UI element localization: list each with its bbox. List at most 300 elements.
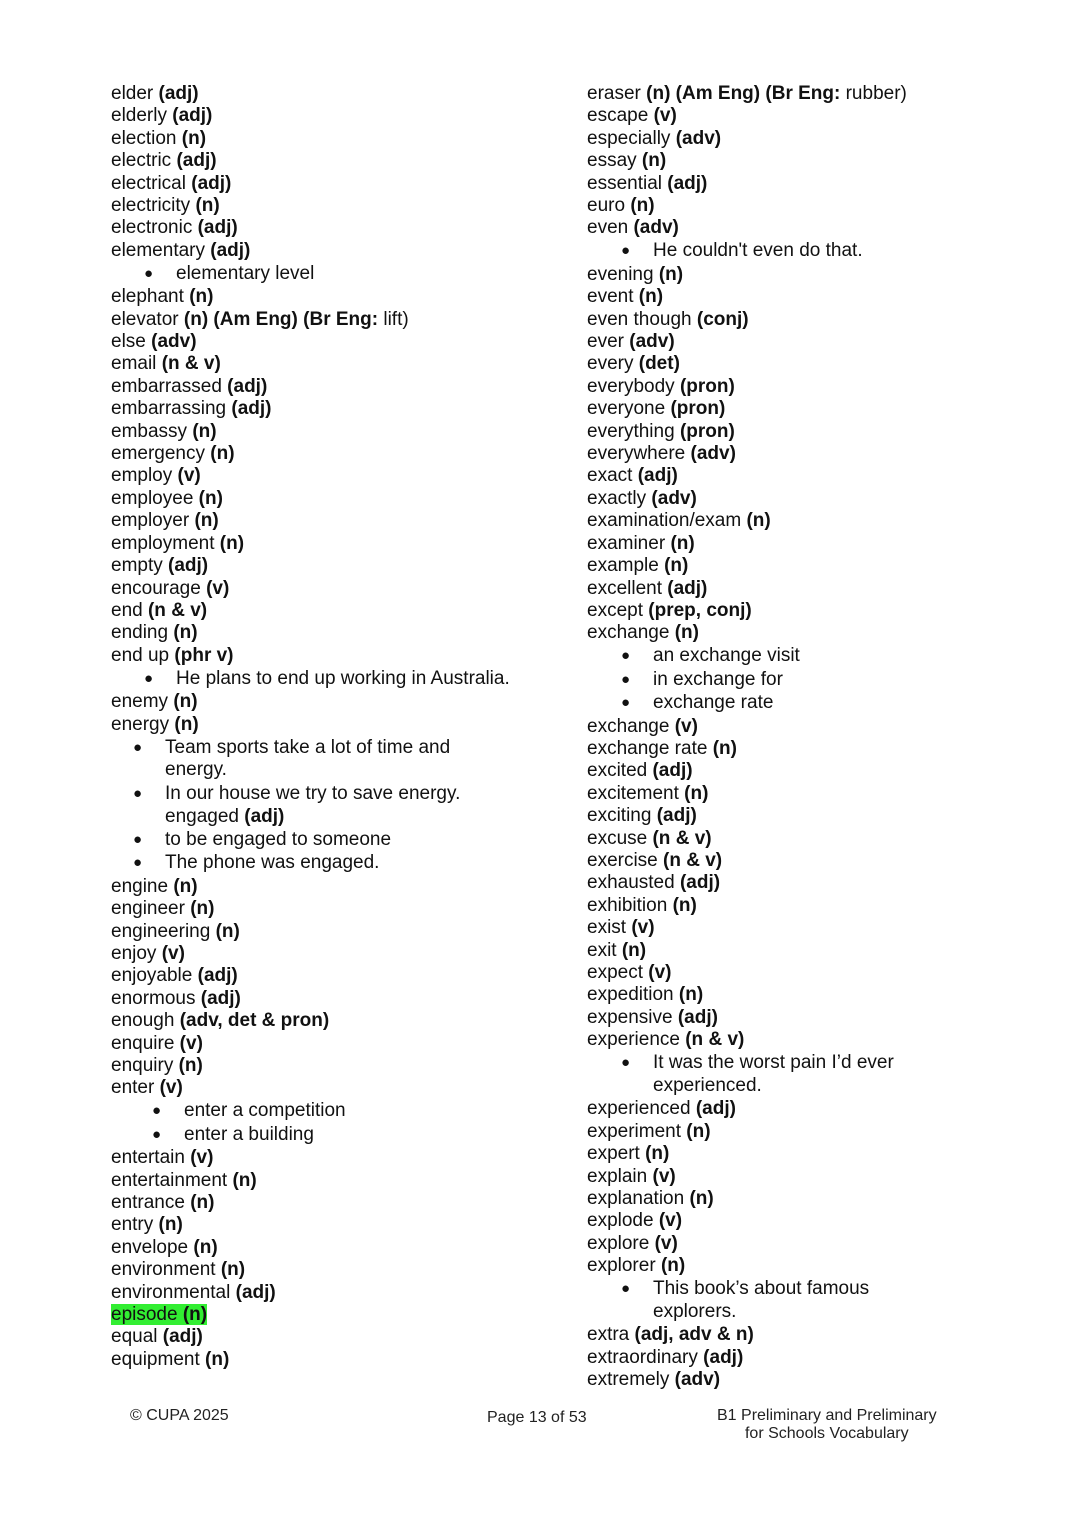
entry-part-of-speech: (n) (174, 713, 199, 735)
term (587, 1098, 736, 1119)
example-bullet (111, 668, 561, 691)
entry-part-of-speech: (n) (684, 782, 709, 804)
term (111, 510, 219, 531)
bullet-dot-icon: ● (621, 647, 631, 665)
entry-part-of-speech: (n) (660, 1255, 686, 1277)
vocab-entry (111, 1349, 561, 1371)
entry-word: electricity (111, 195, 191, 217)
term (111, 898, 215, 919)
entry-word: extra (587, 1324, 630, 1346)
vocab-entry (587, 1166, 1007, 1188)
entry-part-of-speech: (n & v) (663, 849, 723, 871)
vocab-entry (111, 488, 561, 510)
vocab-entry (111, 421, 561, 443)
example-bullet (111, 829, 561, 852)
vocab-entry (111, 600, 561, 622)
entry-part-of-speech: (adj) (667, 172, 708, 194)
entry-word: engineer (111, 898, 185, 920)
entry-part-of-speech: (n) (Am Eng) (Br Eng: (646, 83, 841, 104)
term (111, 240, 250, 261)
vocab-entry (587, 286, 1007, 308)
left-column (111, 83, 561, 1371)
entry-part-of-speech: (adj) (637, 465, 678, 487)
term (587, 331, 675, 352)
entry-part-of-speech: (adj) (656, 805, 697, 827)
example-text: enter a competition (184, 1100, 346, 1122)
bullet-dot-icon: ● (133, 738, 143, 756)
entry-word: extremely (587, 1369, 670, 1391)
entry-word: exact (587, 465, 633, 487)
entry-word: exit (587, 939, 617, 961)
entry-part-of-speech: (adj) (197, 965, 238, 987)
entry-word: employment (111, 532, 215, 554)
entry-word: explode (587, 1210, 654, 1232)
entry-word: election (111, 127, 177, 149)
term (111, 691, 198, 712)
entry-part-of-speech: (phr v) (174, 644, 234, 666)
term (587, 783, 708, 804)
vocab-entry (587, 760, 1007, 782)
vocab-entry (111, 1170, 561, 1192)
term (111, 105, 212, 126)
example-text: He couldn't even do that. (653, 240, 863, 262)
entry-part-of-speech: (v) (653, 105, 677, 127)
term (111, 921, 240, 942)
entry-part-of-speech: (n) (194, 510, 219, 532)
entry-word: embarrassing (111, 398, 227, 420)
term (111, 1170, 257, 1191)
highlighted-term (111, 1304, 207, 1325)
vocab-entry (111, 1147, 561, 1169)
vocab-entry (587, 578, 1007, 600)
vocab-entry (111, 1214, 561, 1236)
bullet-dot-icon: ● (621, 242, 631, 260)
entry-word: encourage (111, 577, 201, 599)
vocab-entry (111, 1259, 561, 1281)
entry-word: exchange rate (587, 737, 708, 759)
entry-word: enjoyable (111, 965, 193, 987)
entry-word: equipment (111, 1348, 200, 1370)
term (111, 622, 198, 643)
term (111, 398, 272, 419)
entry-word: exhausted (587, 872, 675, 894)
entry-part-of-speech: (n) (638, 286, 664, 308)
vocab-entry (111, 555, 561, 577)
entry-part-of-speech: (n) (645, 1143, 670, 1165)
entry-word: elder (111, 83, 154, 104)
bullet-dot-icon: ● (152, 1102, 162, 1120)
vocab-entry (587, 510, 1007, 532)
footer-title-line-1: B1 Preliminary and Preliminary (717, 1407, 937, 1424)
entry-word: entry (111, 1214, 154, 1236)
entry-word: equal (111, 1326, 158, 1348)
vocab-entry (587, 376, 1007, 398)
entry-part-of-speech: (adj) (667, 577, 708, 599)
entry-word: email (111, 353, 157, 375)
example-bullet (587, 1278, 1007, 1324)
bullet-dot-icon: ● (621, 1054, 631, 1072)
term (111, 1192, 215, 1213)
entry-word: entertain (111, 1147, 185, 1169)
vocab-entry (587, 353, 1007, 375)
vocab-entry (111, 1304, 561, 1326)
term (587, 940, 646, 961)
vocab-entry (587, 555, 1007, 577)
vocab-entry (111, 1055, 561, 1077)
entry-word: end (111, 599, 143, 621)
entry-word: electrical (111, 172, 186, 194)
entry-word: except (587, 599, 643, 621)
entry-word: electric (111, 150, 172, 172)
entry-word: exist (587, 917, 627, 939)
term (111, 217, 238, 238)
term (111, 645, 234, 666)
vocab-entry (587, 962, 1007, 984)
vocab-entry (111, 1282, 561, 1304)
term (111, 1282, 276, 1303)
entry-part-of-speech: (v) (179, 1032, 203, 1054)
term (587, 1324, 754, 1345)
vocab-entry (587, 443, 1007, 465)
term (111, 578, 229, 599)
term (587, 555, 688, 576)
vocab-entry (587, 264, 1007, 286)
entry-word: ever (587, 331, 624, 353)
term (111, 533, 244, 554)
entry-word: engaged (165, 805, 239, 827)
vocab-entry (111, 510, 561, 532)
entry-part-of-speech: (adj) (244, 805, 285, 827)
vocab-entry (111, 533, 561, 555)
vocab-entry (587, 1255, 1007, 1277)
term (587, 465, 678, 486)
example-bullet (111, 263, 561, 286)
entry-word: even (587, 217, 629, 239)
entry-part-of-speech: (n) (630, 195, 655, 217)
term (111, 1237, 218, 1258)
entry-part-of-speech: (v) (161, 942, 185, 964)
vocab-entry (587, 1029, 1007, 1051)
footer-copyright: © CUPA 2025 (130, 1407, 229, 1424)
entry-part-of-speech: (n) (215, 920, 240, 942)
entry-word: entertainment (111, 1169, 228, 1191)
entry-word: essential (587, 172, 662, 194)
entry-word: enquire (111, 1032, 175, 1054)
vocab-entry (587, 828, 1007, 850)
vocab-entry (111, 240, 561, 262)
entry-word: elevator (111, 308, 179, 330)
term (587, 376, 735, 397)
entry-word: end up (111, 644, 170, 666)
entry-part-of-speech: (adj) (168, 555, 209, 577)
bullet-dot-icon: ● (133, 854, 143, 872)
entry-part-of-speech: (v) (674, 715, 698, 737)
entry-word: exercise (587, 849, 658, 871)
entry-part-of-speech: (adj) (200, 987, 241, 1009)
entry-word: employ (111, 465, 173, 487)
term (111, 1077, 183, 1098)
vocab-entry (587, 1007, 1007, 1029)
example-text: an exchange visit (653, 645, 800, 667)
vocab-entry (587, 533, 1007, 555)
term (111, 1259, 245, 1280)
entry-word: expedition (587, 984, 674, 1006)
vocab-entry (587, 600, 1007, 622)
vocab-entry (587, 1369, 1007, 1391)
vocab-entry (587, 1143, 1007, 1165)
entry-word: example (587, 555, 659, 577)
entry-part-of-speech: (n) (219, 532, 245, 554)
entry-word: experience (587, 1029, 680, 1051)
entry-part-of-speech: (adj) (227, 375, 268, 397)
vocab-entry (111, 1237, 561, 1259)
vocab-entry (587, 738, 1007, 760)
vocab-entry (111, 353, 561, 375)
term (111, 1010, 329, 1031)
term (587, 578, 707, 599)
entry-word: explain (587, 1165, 648, 1187)
term (587, 443, 736, 464)
entry-part-of-speech: (n) (190, 1191, 215, 1213)
entry-word: else (111, 331, 146, 353)
vocab-entry (587, 895, 1007, 917)
entry-part-of-speech: (n) (670, 532, 695, 554)
footer-page-number: Page 13 of 53 (487, 1409, 587, 1426)
entry-part-of-speech: (adj) (197, 217, 238, 239)
vocab-entry (587, 331, 1007, 353)
term (587, 1029, 744, 1050)
entry-part-of-speech: (n) (210, 443, 235, 465)
entry-part-of-speech: (n) (178, 1054, 203, 1076)
entry-word: experiment (587, 1120, 681, 1142)
entry-part-of-speech: (prep, conj) (648, 599, 752, 621)
term (111, 965, 238, 986)
entry-word: exhibition (587, 894, 668, 916)
entry-part-of-speech: (v) (190, 1147, 214, 1169)
entry-word: exciting (587, 805, 652, 827)
term (111, 1326, 203, 1347)
entry-part-of-speech: (v) (654, 1232, 678, 1254)
entry-part-of-speech: (adj) (695, 1098, 736, 1120)
entry-word: elephant (111, 286, 184, 308)
vocab-entry (111, 898, 561, 920)
term (587, 1255, 685, 1276)
term (111, 555, 208, 576)
vocab-entry (587, 1121, 1007, 1143)
entry-part-of-speech: (n) (658, 263, 684, 285)
term (587, 1347, 743, 1368)
example-bullet (111, 1124, 561, 1147)
vocab-entry (587, 465, 1007, 487)
example-text: The phone was engaged. (165, 852, 380, 874)
entry-word: enter (111, 1077, 155, 1099)
entry-word: exchange (587, 622, 670, 644)
term (587, 217, 679, 238)
term (587, 83, 907, 104)
vocab-entry (587, 421, 1007, 443)
example-text: It was the worst pain I’d ever experienced. (653, 1052, 894, 1096)
term (111, 286, 213, 307)
entry-part-of-speech: (n) (190, 898, 215, 920)
example-bullet (111, 783, 561, 829)
term (111, 876, 198, 897)
term (111, 465, 201, 486)
entry-part-of-speech: (n) (158, 1214, 183, 1236)
term (587, 510, 771, 531)
vocab-entry (587, 195, 1007, 217)
bullet-dot-icon: ● (621, 1280, 631, 1298)
entry-part-of-speech: (n) (182, 1303, 208, 1325)
vocab-entry (111, 309, 561, 331)
example-text: in exchange for (653, 668, 783, 690)
entry-word: even though (587, 308, 692, 330)
vocab-entry (111, 578, 561, 600)
term (111, 1147, 213, 1168)
entry-part-of-speech: (adv) (675, 127, 722, 149)
entry-word: enjoy (111, 942, 157, 964)
entry-part-of-speech: (n) (173, 691, 198, 713)
vocab-entry (587, 1324, 1007, 1346)
footer-title-line-2: for Schools Vocabulary (744, 1425, 909, 1442)
entry-part-of-speech: (n) (205, 1348, 230, 1370)
entry-part-of-speech: (pron) (670, 398, 726, 420)
term (111, 988, 241, 1009)
vocab-entry (587, 1098, 1007, 1120)
entry-part-of-speech: (n) (Am Eng) (Br Eng: (183, 308, 379, 330)
vocab-entry (111, 465, 561, 487)
vocab-entry (587, 783, 1007, 805)
entry-word: engine (111, 875, 169, 897)
term (111, 173, 231, 194)
vocab-entry (587, 1188, 1007, 1210)
term (587, 850, 722, 871)
entry-part-of-speech: (n) (672, 894, 697, 916)
entry-part-of-speech: (v) (658, 1210, 683, 1232)
term (587, 1121, 711, 1142)
entry-part-of-speech: (v) (159, 1077, 183, 1099)
entry-part-of-speech: (adv, det & pron) (179, 1010, 330, 1032)
entry-part-of-speech: (n) (192, 420, 217, 442)
entry-part-of-speech: (n) (232, 1169, 257, 1191)
entry-part-of-speech: (det) (638, 353, 680, 375)
vocab-entry (587, 716, 1007, 738)
right-column (587, 83, 1007, 1392)
term (111, 195, 220, 216)
entry-word: emergency (111, 443, 205, 465)
vocab-entry (587, 805, 1007, 827)
entry-part-of-speech: (n) (173, 622, 198, 644)
footer-document-title (717, 1407, 937, 1443)
term (587, 600, 752, 621)
vocab-entry (587, 105, 1007, 127)
vocab-entry (111, 331, 561, 353)
term (587, 828, 712, 849)
entry-part-of-speech: (adj) (679, 872, 721, 894)
entry-part-of-speech: (n) (193, 1236, 218, 1258)
term (587, 398, 725, 419)
vocab-entry (111, 398, 561, 420)
term (587, 962, 672, 983)
term (587, 488, 697, 509)
entry-part-of-speech: (n) (173, 875, 198, 897)
entry-part-of-speech: (adj) (176, 150, 217, 172)
vocab-entry (587, 398, 1007, 420)
entry-word: ending (111, 622, 169, 644)
vocab-entry (587, 850, 1007, 872)
vocab-entry (111, 195, 561, 217)
entry-part-of-speech: (adj) (158, 83, 199, 104)
entry-part-of-speech: (v) (631, 917, 655, 939)
entry-part-of-speech: (adj) (191, 172, 232, 194)
entry-part-of-speech: (adj) (677, 1006, 718, 1028)
entry-word: everyone (587, 398, 666, 420)
entry-part-of-speech: (adj) (162, 1326, 203, 1348)
term (111, 488, 223, 509)
term (111, 1214, 183, 1235)
entry-word: every (587, 353, 634, 375)
vocab-entry (111, 105, 561, 127)
entry-part-of-speech: (adj) (210, 239, 251, 261)
entry-word: excuse (587, 827, 648, 849)
bullet-dot-icon: ● (621, 694, 631, 712)
entry-word: everywhere (587, 443, 686, 465)
entry-word: employer (111, 510, 190, 532)
vocab-entry (587, 488, 1007, 510)
bullet-dot-icon: ● (133, 784, 143, 802)
vocab-entry (111, 876, 561, 898)
example-text: elementary level (176, 262, 315, 284)
entry-note: lift) (383, 308, 409, 330)
term (587, 917, 655, 938)
term (587, 1166, 676, 1187)
example-bullet (111, 852, 561, 875)
entry-word: electronic (111, 217, 193, 239)
term (111, 1033, 203, 1054)
entry-part-of-speech: (n & v) (652, 827, 712, 849)
vocab-entry (587, 217, 1007, 239)
entry-word: elementary (111, 239, 205, 261)
entry-part-of-speech: (n) (712, 737, 737, 759)
entry-part-of-speech: (n) (189, 286, 214, 308)
vocab-entry (111, 1077, 561, 1099)
entry-word: excellent (587, 577, 662, 599)
term (587, 353, 680, 374)
entry-part-of-speech: (adj) (652, 760, 693, 782)
term (111, 714, 199, 735)
example-bullet (111, 1100, 561, 1123)
example-text: In our house we try to save energy. (165, 782, 461, 804)
term (587, 1188, 714, 1209)
vocab-entry (587, 872, 1007, 894)
entry-part-of-speech: (n & v) (685, 1029, 745, 1051)
vocab-entry (587, 917, 1007, 939)
entry-word: extraordinary (587, 1346, 698, 1368)
entry-word: examiner (587, 532, 666, 554)
entry-word: enormous (111, 987, 196, 1009)
example-text: This book’s about famous explorers. (653, 1278, 870, 1323)
entry-part-of-speech: (v) (648, 961, 672, 983)
example-text: enter a building (184, 1123, 314, 1145)
term (111, 600, 207, 621)
entry-part-of-speech: (n) (195, 195, 220, 217)
entry-word: everything (587, 420, 675, 442)
vocab-entry (111, 173, 561, 195)
entry-word: exchange (587, 715, 670, 737)
entry-word: embarrassed (111, 375, 222, 397)
entry-word: expensive (587, 1006, 673, 1028)
entry-part-of-speech: (adv) (151, 331, 197, 353)
entry-part-of-speech: (adj) (172, 105, 213, 127)
